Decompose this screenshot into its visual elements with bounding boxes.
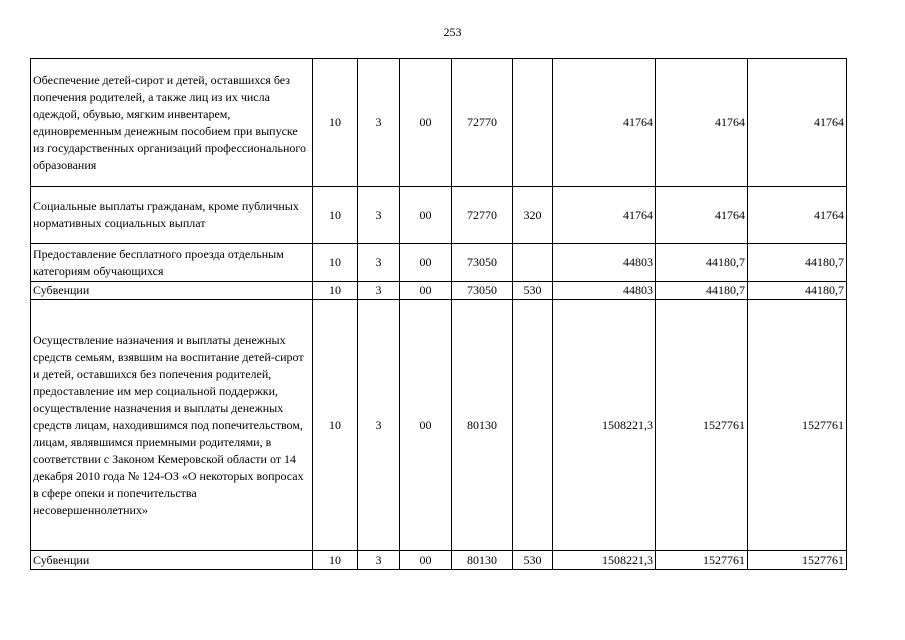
subsection-cell: 3 bbox=[358, 282, 400, 300]
table-row bbox=[31, 187, 847, 244]
table-row bbox=[31, 551, 847, 570]
value2-cell: 41764 bbox=[656, 59, 748, 187]
budget-table bbox=[30, 58, 847, 570]
program-cell: 00 bbox=[400, 300, 452, 551]
expense-type-cell bbox=[513, 59, 553, 187]
row-name: Субвенции bbox=[31, 551, 313, 570]
program-cell: 00 bbox=[400, 282, 452, 300]
program-cell: 00 bbox=[400, 59, 452, 187]
value3-cell: 1527761 bbox=[748, 551, 847, 570]
subsection-cell: 3 bbox=[358, 59, 400, 187]
page-number: 253 bbox=[443, 25, 462, 39]
subsection-cell: 3 bbox=[358, 187, 400, 244]
value1-cell: 41764 bbox=[553, 59, 656, 187]
value1-cell: 1508221,3 bbox=[553, 551, 656, 570]
subsection-cell: 3 bbox=[358, 300, 400, 551]
row-name: Субвенции bbox=[31, 282, 313, 300]
value3-cell: 41764 bbox=[748, 59, 847, 187]
section-cell: 10 bbox=[313, 244, 358, 282]
section-cell: 10 bbox=[313, 300, 358, 551]
value1-cell: 44803 bbox=[553, 244, 656, 282]
row-name: Предоставление бесплатного проезда отдельным категориям обучающихся bbox=[31, 244, 313, 282]
code-cell: 80130 bbox=[452, 551, 513, 570]
section-cell: 10 bbox=[313, 282, 358, 300]
table-row bbox=[31, 244, 847, 282]
expense-type-cell: 530 bbox=[513, 282, 553, 300]
value2-cell: 41764 bbox=[656, 187, 748, 244]
value3-cell: 44180,7 bbox=[748, 244, 847, 282]
value2-cell: 44180,7 bbox=[656, 282, 748, 300]
row-name: Осуществление назначения и выплаты денежных средств семьям, взявшим на воспитание детей-сирот и детей, оставшихся без попечения родителей, предоставление им мер социальной поддержки, осуществление назначения и выплаты денежных средств лицам, находившимся под попечительством, лицам, являвшимся приемными родителями, в соответствии с Законом Кемеровской области от 14 декабря 2010 года № 124-ОЗ «О некоторых вопросах в сфере опеки и попечительства несовершеннолетних» bbox=[31, 300, 313, 551]
value2-cell: 1527761 bbox=[656, 551, 748, 570]
expense-type-cell: 530 bbox=[513, 551, 553, 570]
table-row bbox=[31, 282, 847, 300]
subsection-cell: 3 bbox=[358, 551, 400, 570]
expense-type-cell: 320 bbox=[513, 187, 553, 244]
value3-cell: 1527761 bbox=[748, 300, 847, 551]
value2-cell: 44180,7 bbox=[656, 244, 748, 282]
value1-cell: 1508221,3 bbox=[553, 300, 656, 551]
table-row bbox=[31, 300, 847, 551]
value3-cell: 41764 bbox=[748, 187, 847, 244]
table-row bbox=[31, 59, 847, 187]
section-cell: 10 bbox=[313, 551, 358, 570]
program-cell: 00 bbox=[400, 244, 452, 282]
expense-type-cell bbox=[513, 244, 553, 282]
row-name: Обеспечение детей-сирот и детей, оставшихся без попечения родителей, а также лиц из их числа одеждой, обувью, мягким инвентарем, единовременным денежным пособием при выпуске из государственных организаций профессионального образования bbox=[31, 59, 313, 187]
program-cell: 00 bbox=[400, 551, 452, 570]
code-cell: 72770 bbox=[452, 187, 513, 244]
code-cell: 73050 bbox=[452, 282, 513, 300]
expense-type-cell bbox=[513, 300, 553, 551]
code-cell: 73050 bbox=[452, 244, 513, 282]
value1-cell: 44803 bbox=[553, 282, 656, 300]
section-cell: 10 bbox=[313, 187, 358, 244]
value1-cell: 41764 bbox=[553, 187, 656, 244]
program-cell: 00 bbox=[400, 187, 452, 244]
code-cell: 72770 bbox=[452, 59, 513, 187]
code-cell: 80130 bbox=[452, 300, 513, 551]
value3-cell: 44180,7 bbox=[748, 282, 847, 300]
subsection-cell: 3 bbox=[358, 244, 400, 282]
row-name: Социальные выплаты гражданам, кроме публичных нормативных социальных выплат bbox=[31, 187, 313, 244]
section-cell: 10 bbox=[313, 59, 358, 187]
value2-cell: 1527761 bbox=[656, 300, 748, 551]
